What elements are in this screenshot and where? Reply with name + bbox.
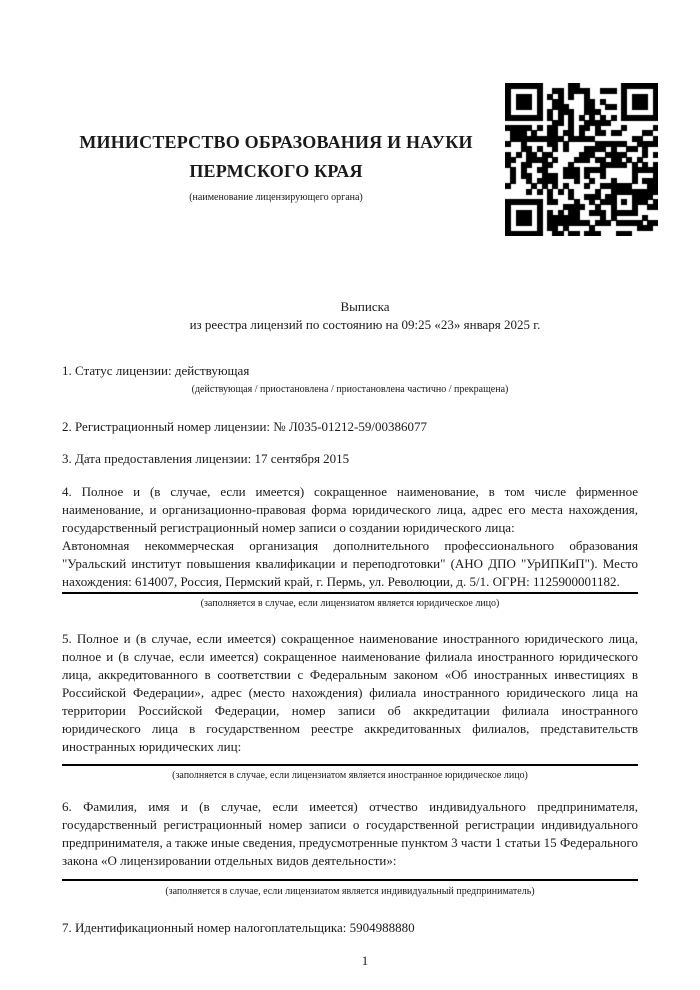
foreign-entity-item: 5. Полное и (в случае, если имеется) сокращенное наименование иностранного юридического лица, полное и (в случае, если имеется) сокращенное наименование филиала иностранного юридического лица, аккредитованного в соответствии с Федеральным законом «Об иностранных инвестициях в Российской Федерации», адрес (место нахождения) филиала иностранного юридического лица на территории Российской Федерации, номер записи об аккредитации филиала иностранного юридического лица в государственном реестре аккредитованных филиалов, представительств иностранных юридических лиц:	[62, 631, 638, 754]
extract-body	[62, 0, 638, 970]
foreign-entity-caption: (заполняется в случае, если лицензиатом является иностранное юридическое лицо)	[172, 770, 528, 781]
ministry-name-line2: ПЕРМСКОГО КРАЯ	[189, 161, 363, 181]
page-number: 1	[361, 953, 369, 968]
extract-date-line: из реестра лицензий по состоянию на 09:25 «23» января 2025 г.	[189, 317, 541, 332]
extract-title-block	[62, 298, 638, 334]
taxpayer-id-item: 7. Идентификационный номер налогоплательщика: 5904988880	[62, 920, 415, 935]
license-grant-date-item: 3. Дата предоставления лицензии: 17 сентября 2015	[62, 451, 350, 466]
entrepreneur-fill-line	[62, 879, 638, 881]
license-status-item: 1. Статус лицензии: действующая	[62, 363, 250, 378]
legal-entity-caption: (заполняется в случае, если лицензиатом является юридическое лицо)	[200, 598, 500, 609]
registration-number-item: 2. Регистрационный номер лицензии: № Л035-01212-59/00386077	[62, 419, 428, 434]
license-status-options-caption: (действующая / приостановлена / приостановлена частично / прекращена)	[191, 384, 509, 395]
ministry-name-line1: МИНИСТЕРСТВО ОБРАЗОВАНИЯ И НАУКИ	[79, 132, 473, 152]
licensing-org-caption: (наименование лицензирующего органа)	[189, 192, 363, 203]
legal-entity-item: 4. Полное и (в случае, если имеется) сокращенное наименование, в том числе фирменное наименование, и организационно-правовая форма юридического лица, адрес его места нахождения, государственный регистрационный номер записи о создании юридического лица:	[62, 484, 638, 535]
entrepreneur-item: 6. Фамилия, имя и (в случае, если имеется) отчество индивидуального предпринимателя, государственный регистрационный номер записи о государственной регистрации индивидуального предпринимателя, а также иные сведения, предусмотренные пунктом 3 части 1 статьи 15 Федерального закона «О лицензировании отдельных видов деятельности»:	[62, 799, 638, 868]
legal-entity-fill-line	[62, 592, 638, 594]
legal-entity-details: Автономная некоммерческая организация дополнительного профессионального образования "Уральский институт повышения квалификации и переподготовки" (АНО ДПО "УрИПКиП"). Место нахождения: 614007, Россия, Пермский край, г. Пермь, ул. Революции, д. 5/1. ОГРН: 1125900001182.	[62, 538, 638, 589]
entrepreneur-caption: (заполняется в случае, если лицензиатом является индивидуальный предприниматель)	[165, 886, 535, 897]
extract-title: Выписка	[340, 299, 390, 314]
foreign-entity-fill-line	[62, 764, 638, 766]
